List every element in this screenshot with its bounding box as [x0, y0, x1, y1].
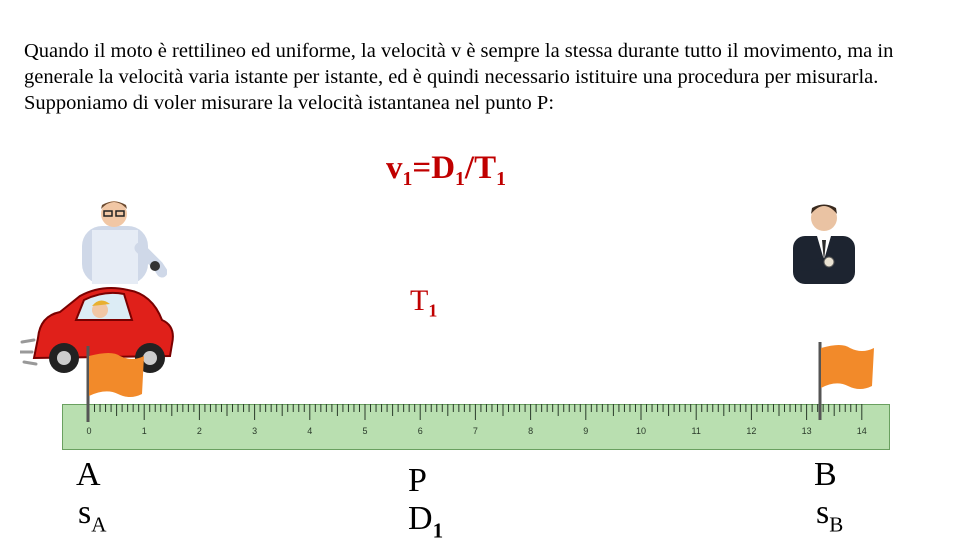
position-sa-subscript: A [91, 512, 107, 537]
formula-v-subscript: 1 [402, 167, 413, 190]
velocity-formula [386, 150, 506, 191]
ruler-number: 2 [196, 426, 202, 436]
formula-eq-d: =D [412, 150, 456, 186]
ruler [62, 404, 890, 450]
distance-d1 [408, 500, 443, 543]
point-p-label: P [408, 462, 427, 499]
point-a-label: A [76, 456, 101, 493]
position-sb-s: s [816, 494, 830, 531]
ruler-number: 10 [635, 426, 647, 436]
position-sa [78, 494, 106, 537]
point-b-label: B [814, 456, 837, 493]
ruler-number: 0 [86, 426, 92, 436]
formula-t-subscript: 1 [496, 167, 506, 190]
ruler-number: 11 [691, 426, 701, 436]
distance-d-subscript: 1 [432, 518, 444, 543]
ruler-number: 5 [362, 426, 368, 436]
time-label [410, 284, 437, 321]
formula-d-subscript: 1 [455, 167, 465, 190]
ruler-number: 7 [472, 426, 478, 436]
start-flag-icon [80, 344, 150, 422]
position-sa-s: s [78, 494, 92, 531]
formula-v: v [386, 150, 403, 186]
ruler-number: 3 [252, 426, 258, 436]
ruler-number: 14 [856, 426, 867, 436]
businessman-watch-icon [793, 200, 855, 284]
ruler-number: 4 [307, 426, 313, 436]
man-checking-watch-icon [62, 196, 167, 284]
ruler-number: 12 [746, 426, 757, 436]
time-label-t: T [410, 284, 429, 317]
position-sb-subscript: B [829, 512, 844, 537]
position-sb [816, 494, 843, 537]
ruler-number: 1 [141, 426, 147, 436]
ruler-number: 6 [417, 426, 423, 436]
distance-d: D [408, 500, 433, 537]
ruler-number: 8 [528, 426, 534, 436]
finish-flag-icon [810, 340, 880, 420]
time-label-subscript: 1 [428, 300, 438, 321]
formula-slash-t: /T [464, 150, 497, 186]
intro-paragraph: Quando il moto è rettilineo ed uniforme, la velocità v è sempre la stessa durante tutto il movimento, ma in generale la velocità varia istante per istante, ed è quindi necessario istituire una procedura per misurarla. Supponiamo di voler misurare la velocità istantanea nel punto P: [24, 40, 894, 114]
ruler-number: 9 [583, 426, 589, 436]
ruler-number: 13 [801, 426, 812, 436]
